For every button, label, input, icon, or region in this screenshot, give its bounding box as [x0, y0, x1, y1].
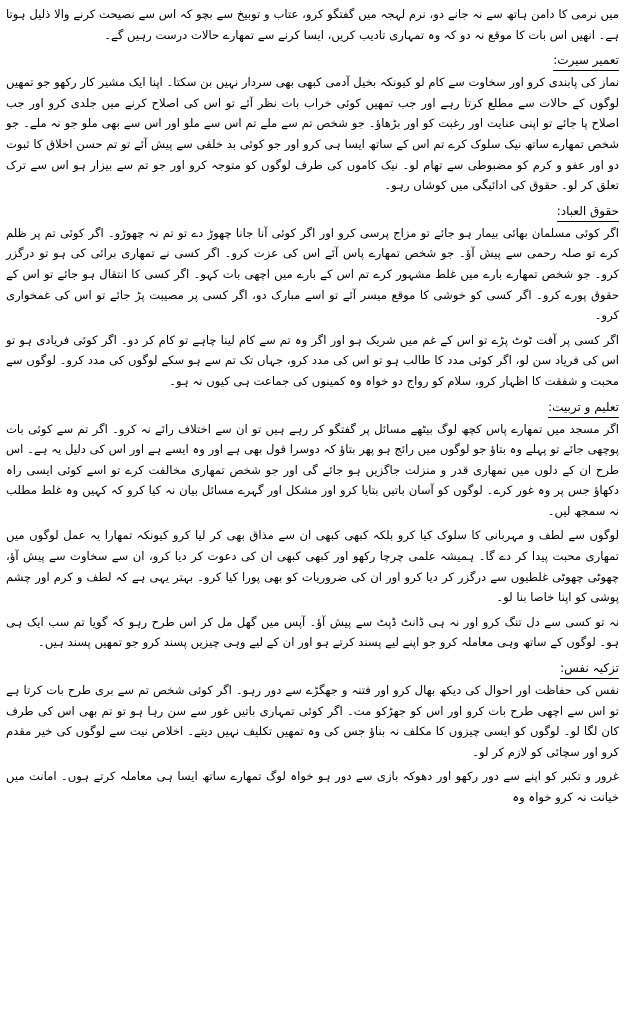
taleem-paragraph-3: نہ تو کسی سے دل تنگ کرو اور نہ ہی ڈانٹ ڈپٹ سے پیش آؤ۔ آپس میں گھل مل کر اس طرح رہو کہ گویا تم سب ایک ہی ہو۔ لوگوں کے ساتھ وہی معاملہ کرو جو اپنے لیے پسند کرتے ہو اور ان کے لیے وہی چیزیں پسند کرو جو تمھیں پسند ہیں۔: [6, 614, 619, 650]
tazkiya-paragraph-1: نفس کی حفاظت اور احوال کی دیکھ بھال کرو اور فتنہ و جھگڑے سے دور رہو۔ اگر کوئی شخص تم سے بری طرح بات کرتا ہے تو اس سے اچھی طرح بات کرو اور اس کو جھڑکو مت۔ اگر کوئی تمہاری باتیں غور سے سن رہا ہو تو تم بھی اس کی طرف کان لگا لو۔ لوگوں کو ایسی چیزوں کا مکلف نہ بناؤ جس کی وہ تمھیں تکلیف نہیں دیتے۔ اخلاص نیت سے لوگوں کی خیر مقدم کرو اور سچائی کو لازم کر لو۔: [6, 683, 619, 759]
section-heading-seerat: تعمیر سیرت:: [553, 50, 619, 71]
seerat-paragraph: نماز کی پابندی کرو اور سخاوت سے کام لو کیونکہ بخیل آدمی کبھی بھی سردار نہیں بن سکتا۔ اپنا ایک مشیر کار رکھو جو تمھیں لوگوں کے حالات سے مطلع کرتا رہے اور جب تمھیں کوئی خراب بات نظر آئے تو اس کی اصلاح کرنے میں جلدی کرو اور جب اصلاح پا جائے تو اپنی عنایت اور رغبت کو اور بڑھاؤ۔ جو شخص تم سے ملے تم اس سے ملو اور اس سے بھی ملو جو نہ ملے۔ جو شخص تمھارے ساتھ نیک سلوک کرے تم اس کے ساتھ ایسا ہی کرو اور جو کوئی بد خلقی سے پیش آئے تو تم حسن اخلاق کا ثبوت دو اور عفو و کرم کو مضبوطی سے تھام لو۔ نیک کاموں کی طرف لوگوں کو متوجہ کرو اور جو تم سے بیزار ہو اس سے ترک تعلق کر لو۔ حقوق کی ادائیگی میں کوشاں رہو۔: [6, 75, 619, 193]
section-taleem: [6, 396, 619, 419]
taleem-paragraph-2: لوگوں سے لطف و مہربانی کا سلوک کیا کرو بلکہ کبھی کبھی ان سے مذاق بھی کر لیا کرو کیونکہ تمھارا یہ عمل لوگوں میں تمھاری محبت پیدا کر دے گا۔ ہمیشہ علمی چرچا رکھو اور کبھی کبھی ان کی دعوت کر دیا کرو، ان سے سخاوت سے پیش آؤ، چھوٹی چھوٹی غلطیوں سے درگزر کر دیا کرو اور ان کی ضروریات کو بھی پورا کیا کرو۔ بہتر یہی ہے کہ لطف و کرم اور چشم پوشی کو اپنا خاصا بنا لو۔: [6, 528, 619, 605]
section-huqooq: [6, 200, 619, 223]
intro-paragraph: میں نرمی کا دامن ہاتھ سے نہ جانے دو، نرم لہجہ میں گفتگو کرو، عتاب و توبیخ سے بچو کہ اس سے نصیحت کرنے والا ذلیل ہوتا ہے۔ انھیں اس بات کا موقع نہ دو کہ وہ تمہاری تادیب کریں، ایسا کرنے سے تمھارے حالات درست رہیں گے۔: [6, 7, 619, 42]
tazkiya-paragraph-2: غرور و تکبر کو اپنے سے دور رکھو اور دھوکہ بازی سے دور ہو خواہ لوگ تمھارے ساتھ ایسا ہی معاملہ کرتے ہوں۔ امانت میں خیانت نہ کرو خواہ وہ: [6, 769, 619, 804]
section-seerat: [6, 49, 619, 72]
section-heading-taleem: تعلیم و تربیت:: [548, 397, 619, 418]
section-heading-tazkiya: تزکیہ نفس:: [560, 658, 619, 679]
section-tazkiya: [6, 657, 619, 680]
huqooq-paragraph-1: اگر کوئی مسلمان بھائی بیمار ہو جائے تو مزاج پرسی کرو اور اگر کوئی آنا جانا چھوڑ دے تو تم نہ چھوڑو۔ اگر کوئی تم پر ظلم کرے تو صلہ رحمی سے پیش آؤ۔ جو شخص تمھارے پاس آئے اس کی عزت کرو۔ اگر کسی نے تمھاری برائی کی ہو تو درگزر کرو۔ جو شخص تمھارے بارے میں غلط مشہور کرے تم اس کے بارے میں اچھی بات کہو۔ اگر کسی کا انتقال ہو جائے تو اس کے حقوق پورے کرو۔ اگر کسی کو خوشی کا موقع میسر آئے تو اسے مبارک دو، اگر کسی پر مصیبت پڑ جائے تو اس کی غمخواری کرو۔: [6, 225, 619, 323]
section-heading-huqooq: حقوق العباد:: [557, 201, 619, 222]
taleem-paragraph-1: اگر مسجد میں تمھارے پاس کچھ لوگ بیٹھے مسائل پر گفتگو کر رہے ہیں تو ان سے اختلاف رائے نہ کرو۔ اگر تم سے کوئی بات پوچھی جائے تو پہلے وہ بتاؤ جو لوگوں میں رائج ہو پھر بتاؤ کہ دوسرا قول بھی ہے اور وہ ایسے ہے اور اس کی دلیل یہ ہے۔ اس طرح ان کے دلوں میں تمھاری قدر و منزلت جاگزیں ہو جائے گی اور جو شخص تمھاری مخالفت کرے تو اسے کوئی ایسی راہ دکھاؤ جس پر وہ غور کرے۔ لوگوں کو آسان باتیں بتایا کرو اور مشکل اور گہرے مسائل بیان نہ کیا کرو کہ کہیں وہ غلط مطلب نہ سمجھ لیں۔: [6, 421, 619, 518]
huqooq-paragraph-2: اگر کسی پر آفت ٹوٹ پڑے تو اس کے غم میں شریک ہو اور اگر وہ تم سے کام لینا چاہے تو کام کر دو۔ اگر کوئی فریادی ہو تو اس کی فریاد سن لو، اگر کوئی مدد کا طالب ہو تو اس کی مدد کرو، جہاں تک تم سے ہو سکے لوگوں کی مدد کرو۔ لوگوں سے محبت و شفقت کا اظہار کرو، سلام کو رواج دو خواہ وہ کمینوں کی جماعت ہی کیوں نہ ہو۔: [6, 332, 619, 388]
